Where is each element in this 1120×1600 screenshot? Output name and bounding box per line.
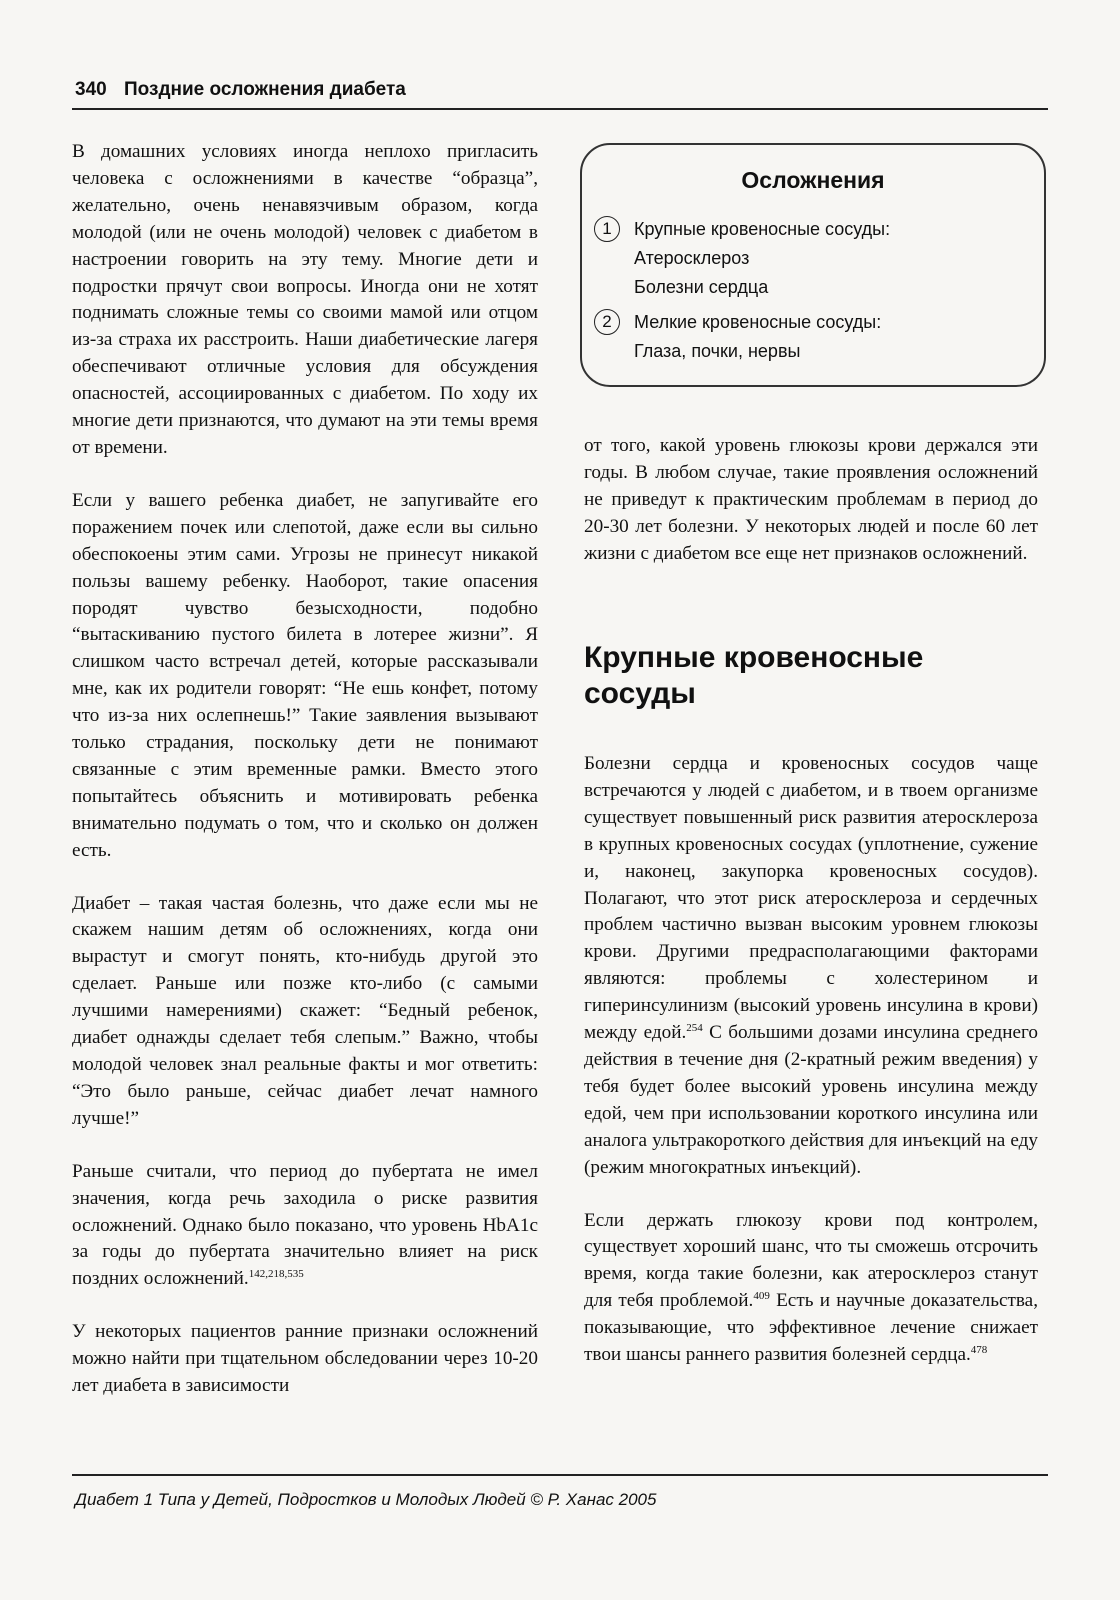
left-paragraph-5: У некоторых пациентов ранние признаки осложнений можно найти при тщательном обследовании через 10-20 лет диабета в зависимости [72, 1321, 538, 1397]
box-title: Осложнения [741, 167, 885, 193]
right-paragraph-3-text-a: Если держать глюкозу крови под контролем, существует хороший шанс, что ты сможешь отсрочить время, когда такие болезни, как атеросклероз станут для тебя проблемой. [584, 1209, 1038, 1312]
header-rule [72, 108, 1048, 110]
right-paragraph-2 [584, 751, 1038, 1182]
running-header [75, 79, 1047, 101]
right-paragraph-2-text-b: С большими дозами инсулина среднего действия в течение дня (2-кратный режим введения) у тебя будет более высокий уровень инсулина между едой, чем при использовании короткого инсулина или аналога ультракороткого действия для инъекций на еду (режим многократных инъекций). [584, 1022, 1038, 1178]
footer-text: Диабет 1 Типа у Детей, Подростков и Молодых Людей © Р. Ханас 2005 [75, 1490, 657, 1509]
box-line: Мелкие кровеносные сосуды: [634, 312, 882, 332]
left-paragraph-3: Диабет – такая частая болезнь, что даже если мы не скажем нашим детям об осложнениях, когда они вырастут и смогут понять, кто-нибудь другой это сделает. Раньше или позже кто-либо (с самыми лучшими намерениями) скажет: “Бедный ребенок, диабет однажды сделает тебя слепым.” Важно, чтобы молодой человек знал реальные факты и мог ответить: “Это было раньше, сейчас диабет лечат намного лучше!” [72, 892, 538, 1129]
box-line: Болезни сердца [634, 277, 769, 297]
circled-number-icon: 2 [594, 309, 620, 335]
complications-box [580, 143, 1046, 387]
left-paragraph-4-text: Раньше считали, что период до пубертата не имел значения, когда речь заходила о риске развития осложнений. Однако было показано, что уровень HbA1c за годы до пубертата значительно влияет на риск поздних осложнений. [72, 1160, 538, 1290]
footnote-ref: 478 [970, 1344, 988, 1357]
box-line: Глаза, почки, нервы [634, 341, 801, 361]
box-item-large-vessels [594, 215, 1034, 302]
right-paragraph-1: от того, какой уровень глюкозы крови держался эти годы. В любом случае, такие проявления осложнений не приведут к практическим проблемам в период до 20-30 лет болезни. У некоторых людей и после 60 лет жизни с диабетом все еще нет признаков осложнений. [584, 435, 1038, 564]
footnote-ref: 142,218,535 [248, 1268, 304, 1281]
right-paragraph-2-text-a: Болезни сердца и кровеносных сосудов чаще встречаются у людей с диабетом, и в твоем организме существует повышенный риск развития атеросклероза в крупных кровеносных сосудах (уплотнение, сужение и, наконец, закупорка кровеносных сосудов). Полагают, что этот риск атеросклероза и сердечных проблем частично вызван высоким уровнем глюкозы крови. Другими предрасполагающими факторами являются: проблемы с холестерином и гиперинсулинизм (высокий уровень инсулина в крови) между едой. [584, 753, 1038, 1044]
box-item-small-vessels [594, 308, 1034, 366]
footnote-ref: 409 [753, 1290, 770, 1303]
box-line: Атеросклероз [634, 248, 750, 268]
section-heading: Крупные кровеносные сосуды [584, 641, 924, 710]
running-title: Поздние осложнения диабета [123, 79, 406, 100]
footnote-ref: 254 [686, 1022, 703, 1035]
right-paragraph-3-text-b: Есть и научные доказательства, показывающие, что эффективное лечение снижает твои шансы раннего развития болезней сердца. [584, 1290, 1038, 1366]
right-column-bottom [584, 751, 1038, 1369]
left-paragraph-2: Если у вашего ребенка диабет, не запугивайте его поражением почек или слепотой, даже если вы сильно обеспокоены этим сами. Угрозы не принесут никакой пользы вашему ребенку. Наоборот, такие опасения породят чувство безысходности, подобно “вытаскиванию пустого билета в лотерее жизни”. Я слишком часто встречал детей, которые рассказывали мне, как их родители говорят: “Не ешь конфет, потому что из-за них ослепнешь!” Такие заявления вызывают только страдания, поскольку дети не понимают связанные с этим временные рамки. Вместо этого попытайтесь объяснить и мотивировать ребенка внимательно подумать о том, что и сколько он должен есть. [72, 489, 538, 861]
left-column [72, 139, 538, 1400]
box-line: Крупные кровеносные сосуды: [634, 219, 891, 239]
footer-rule [72, 1474, 1048, 1476]
page-number: 340 [75, 79, 107, 100]
left-paragraph-4 [72, 1159, 538, 1294]
right-paragraph-3 [584, 1208, 1038, 1369]
right-column-top [584, 433, 1038, 568]
left-paragraph-1: В домашних условиях иногда неплохо пригласить человека с осложнениями в качестве “образца”, желательно, очень ненавязчивым образом, когда молодой (или не очень молодой) человек с диабетом в настроении говорить на эту тему. Многие дети и подростки прячут свои вопросы. Иногда они не хотят поднимать сложные темы со своими мамой или отцом из-за страха их расстроить. Наши диабетические лагеря обеспечивают отличные условия для обсуждения опасностей, ассоциированных с диабетом. По ходу их многие дети признаются, что думают на эти темы время от времени. [72, 141, 538, 458]
circled-number-icon: 1 [594, 216, 620, 242]
